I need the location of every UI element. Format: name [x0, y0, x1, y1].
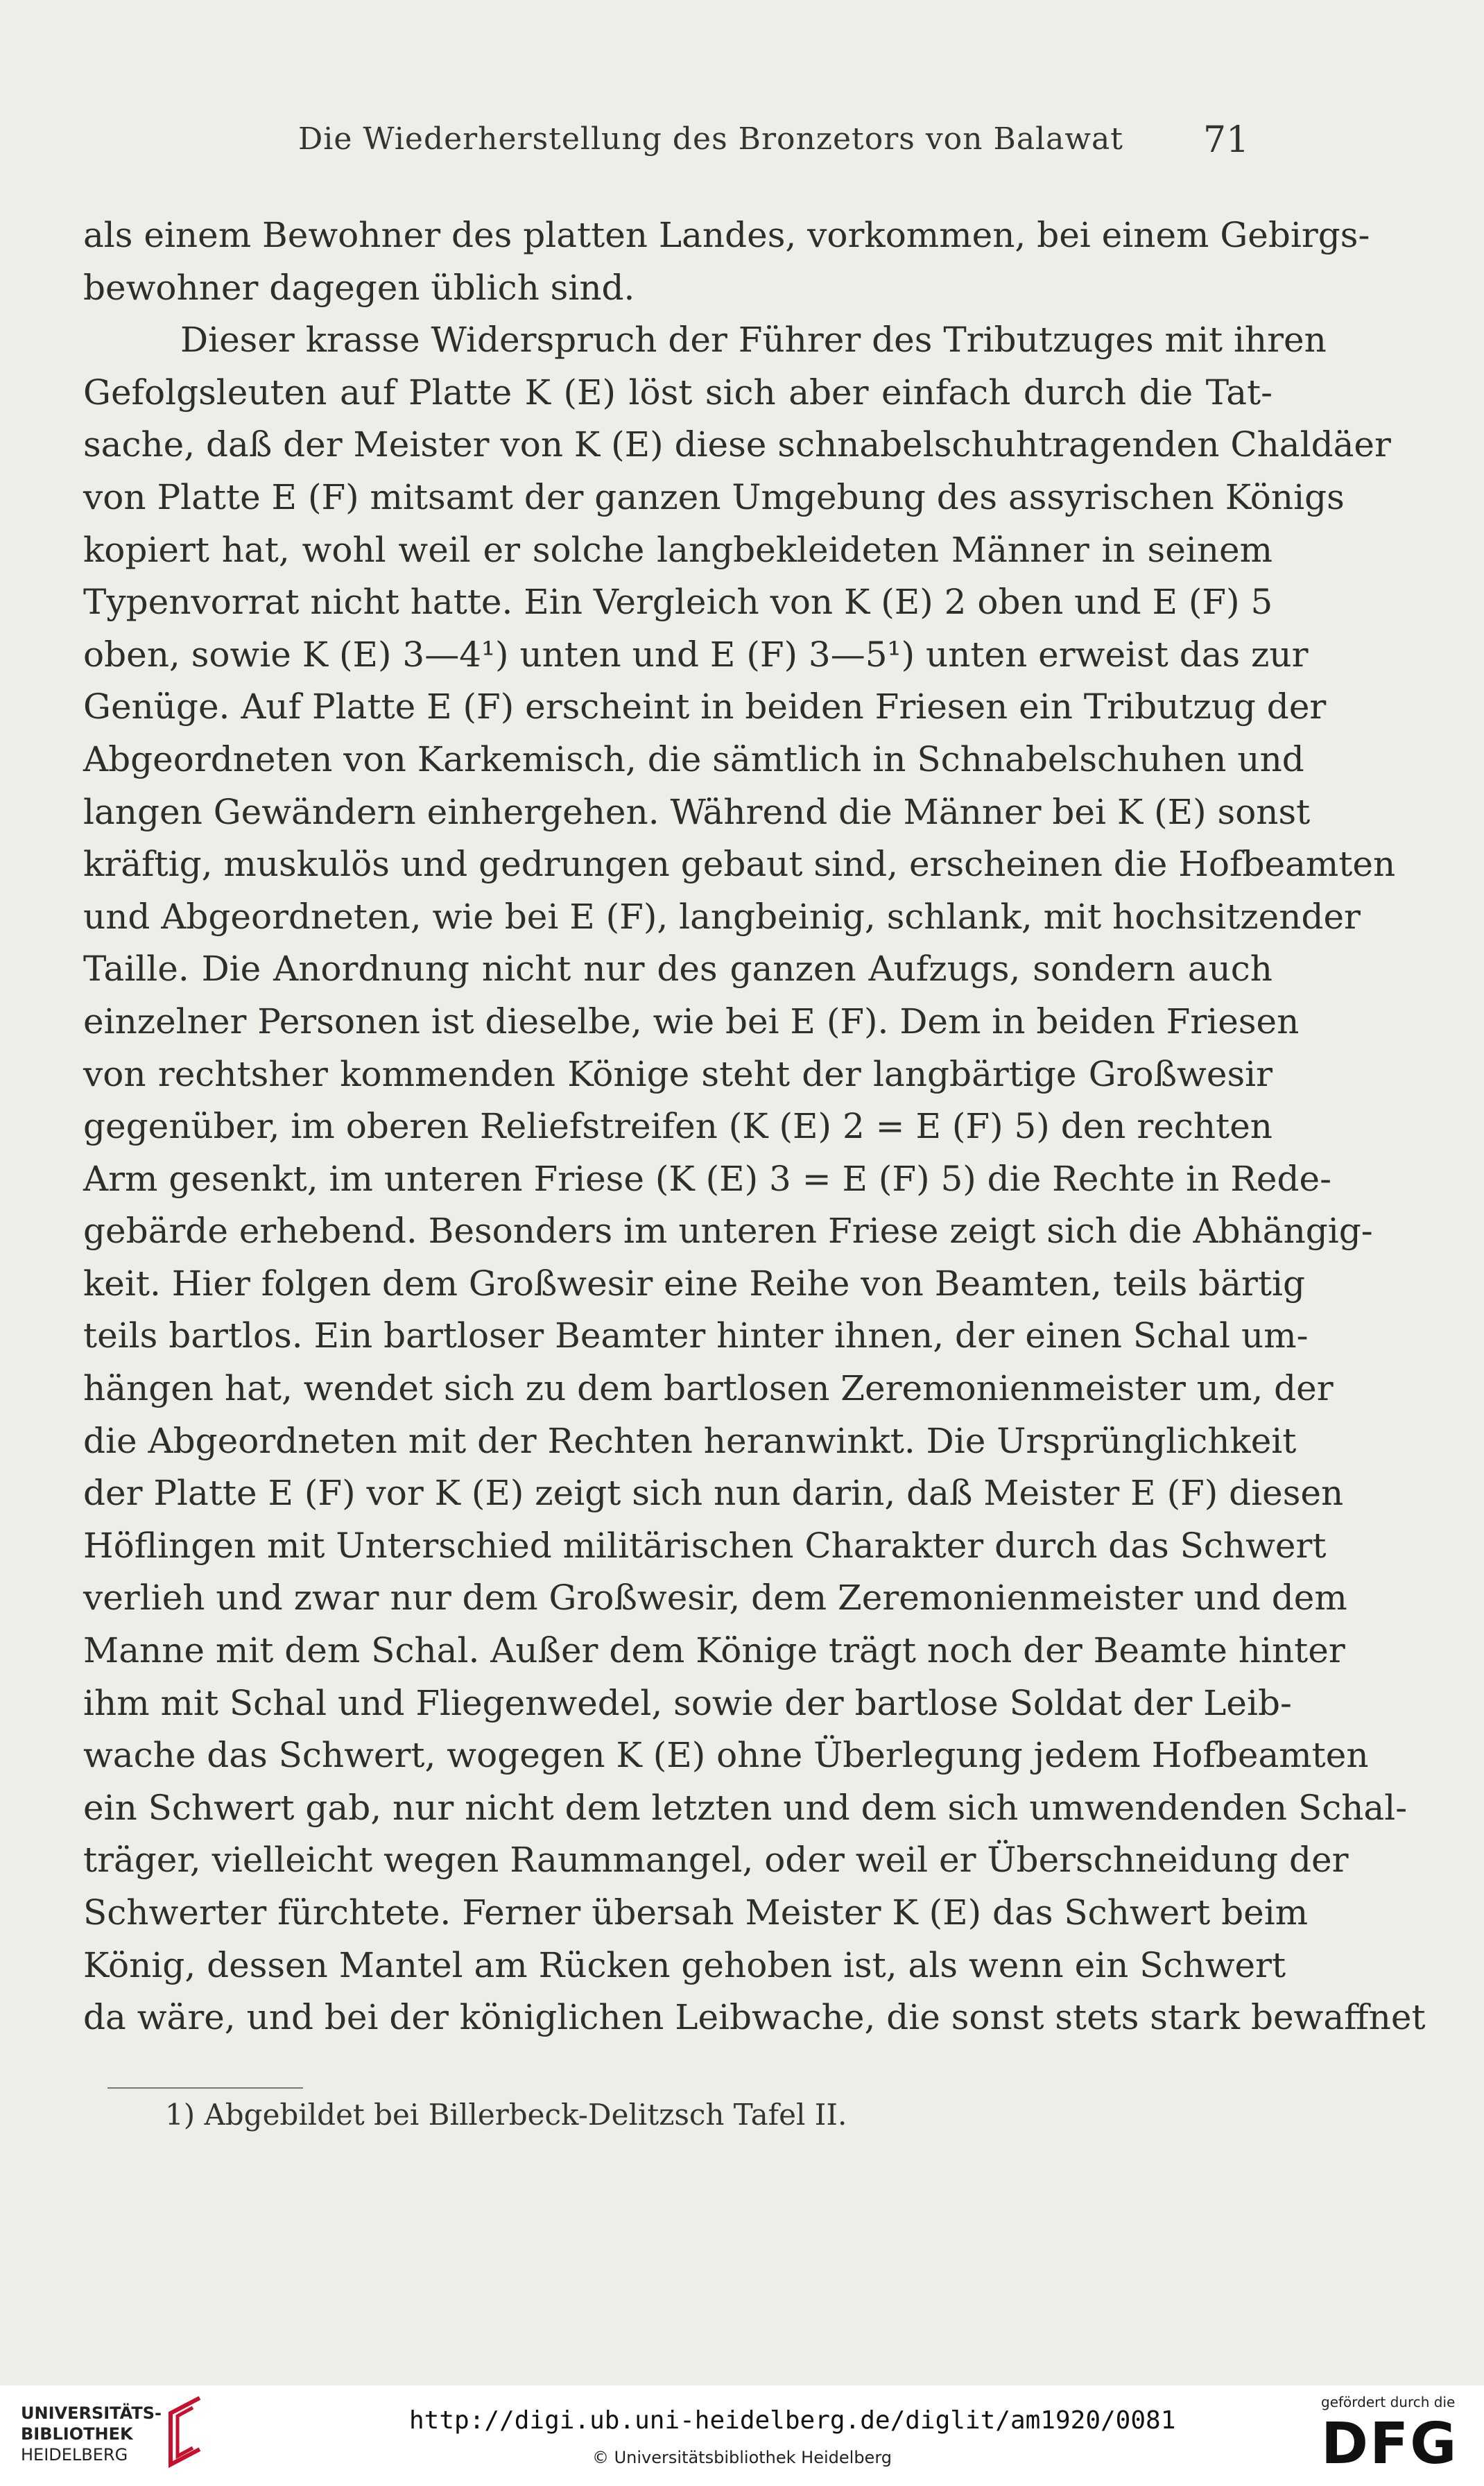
text-line: Taille. Die Anordnung nicht nur des ganzen Aufzugs, sondern auch — [83, 949, 1272, 990]
text-line: gegenüber, im oberen Reliefstreifen (K (E) 2 = E (F) 5) den rechten — [83, 1106, 1272, 1147]
text-line: Typenvorrat nicht hatte. Ein Vergleich von K (E) 2 oben und E (F) 5 — [83, 582, 1273, 623]
text-line: Dieser krasse Widerspruch der Führer des Tributzuges mit ihren — [180, 320, 1327, 361]
text-line: der Platte E (F) vor K (E) zeigt sich nun darin, daß Meister E (F) diesen — [83, 1473, 1344, 1514]
text-line: kopiert hat, wohl weil er solche langbekleideten Männer in seinem — [83, 529, 1272, 570]
text-line: Abgeordneten von Karkemisch, die sämtlich in Schnabelschuhen und — [83, 739, 1304, 779]
text-line: da wäre, und bei der königlichen Leibwache, die sonst stets stark bewaffnet — [83, 1997, 1426, 2038]
footnote-marker: 1) — [165, 2098, 196, 2132]
library-name-line1: UNIVERSITÄTS- — [21, 2403, 162, 2423]
text-line: verlieh und zwar nur dem Großwesir, dem Zeremonienmeister und dem — [83, 1578, 1347, 1619]
text-line: wache das Schwert, wogegen K (E) ohne Überlegung jedem Hofbeamten — [83, 1735, 1369, 1776]
text-line: Arm gesenkt, im unteren Friese (K (E) 3 = E (F) 5) die Rechte in Rede- — [83, 1158, 1331, 1199]
copyright-notice: © Universitätsbibliothek Heidelberg — [592, 2448, 892, 2467]
text-line: als einem Bewohner des platten Landes, vorkommen, bei einem Gebirgs- — [83, 215, 1370, 255]
text-line: ein Schwert gab, nur nicht dem letzten und dem sich umwendenden Schal- — [83, 1787, 1408, 1828]
permalink-url[interactable]: http://digi.ub.uni-heidelberg.de/diglit/am1920/0081 — [409, 2406, 1176, 2435]
library-logo-text — [21, 2403, 162, 2465]
text-line: Genüge. Auf Platte E (F) erscheint in beiden Friesen ein Tributzug der — [83, 687, 1327, 727]
text-line: kräftig, muskulös und gedrungen gebaut sind, erscheinen die Hofbeamten — [83, 844, 1396, 885]
footnote-divider — [107, 2087, 303, 2089]
text-line: langen Gewändern einhergehen. Während die Männer bei K (E) sonst — [83, 791, 1311, 832]
text-line: träger, vielleicht wegen Raummangel, oder weil er Überschneidung der — [83, 1840, 1349, 1881]
body-text — [83, 209, 1426, 2044]
running-title: Die Wiederherstellung des Bronzetors von Balawat — [298, 121, 1123, 157]
library-name-line2: BIBLIOTHEK — [21, 2424, 133, 2444]
text-line: König, dessen Mantel am Rücken gehoben ist, als wenn ein Schwert — [83, 1944, 1286, 1985]
text-line: ihm mit Schal und Fliegenwedel, sowie der bartlose Soldat der Leib- — [83, 1682, 1292, 1723]
text-line: Höflingen mit Unterschied militärischen Charakter durch das Schwert — [83, 1525, 1327, 1566]
footnote-text: Abgebildet bei Billerbeck-Delitzsch Tafel II. — [204, 2098, 847, 2132]
funding-caption: gefördert durch die — [1321, 2394, 1456, 2410]
text-line: einzelner Personen ist dieselbe, wie bei E (F). Dem in beiden Friesen — [83, 1001, 1300, 1042]
text-line: keit. Hier folgen dem Großwesir eine Reihe von Beamten, teils bärtig — [83, 1263, 1305, 1304]
text-line: hängen hat, wendet sich zu dem bartlosen Zeremonienmeister um, der — [83, 1368, 1334, 1409]
library-name-line3: HEIDELBERG — [21, 2445, 128, 2465]
text-line: teils bartlos. Ein bartloser Beamter hinter ihnen, der einen Schal um- — [83, 1315, 1309, 1356]
text-line: von rechtsher kommenden Könige steht der langbärtige Großwesir — [83, 1053, 1272, 1094]
text-line: und Abgeordneten, wie bei E (F), langbeinig, schlank, mit hochsitzender — [83, 896, 1361, 937]
text-line: von Platte E (F) mitsamt der ganzen Umgebung des assyrischen Königs — [83, 476, 1345, 517]
text-line: gebärde erhebend. Besonders im unteren Friese zeigt sich die Abhängig- — [83, 1211, 1373, 1252]
text-line: sache, daß der Meister von K (E) diese schnabelschuhtragenden Chaldäer — [83, 424, 1391, 465]
text-line: Schwerter fürchtete. Ferner übersah Meister K (E) das Schwert beim — [83, 1892, 1309, 1933]
library-logo-icon — [151, 2392, 207, 2469]
text-line: die Abgeordneten mit der Rechten heranwinkt. Die Ursprünglichkeit — [83, 1420, 1297, 1461]
text-line: oben, sowie K (E) 3—4¹) unten und E (F) 3—5¹) unten erweist das zur — [83, 634, 1309, 675]
digitization-footer — [0, 2385, 1484, 2486]
text-line: bewohner dagegen üblich sind. — [83, 267, 635, 308]
text-line: Gefolgsleuten auf Platte K (E) löst sich aber einfach durch die Tat- — [83, 372, 1272, 413]
footnote — [165, 2094, 847, 2136]
text-line: Manne mit dem Schal. Außer dem Könige trägt noch der Beamte hinter — [83, 1630, 1345, 1671]
dfg-logo: DFG — [1321, 2411, 1458, 2477]
page-number: 71 — [1203, 119, 1250, 161]
